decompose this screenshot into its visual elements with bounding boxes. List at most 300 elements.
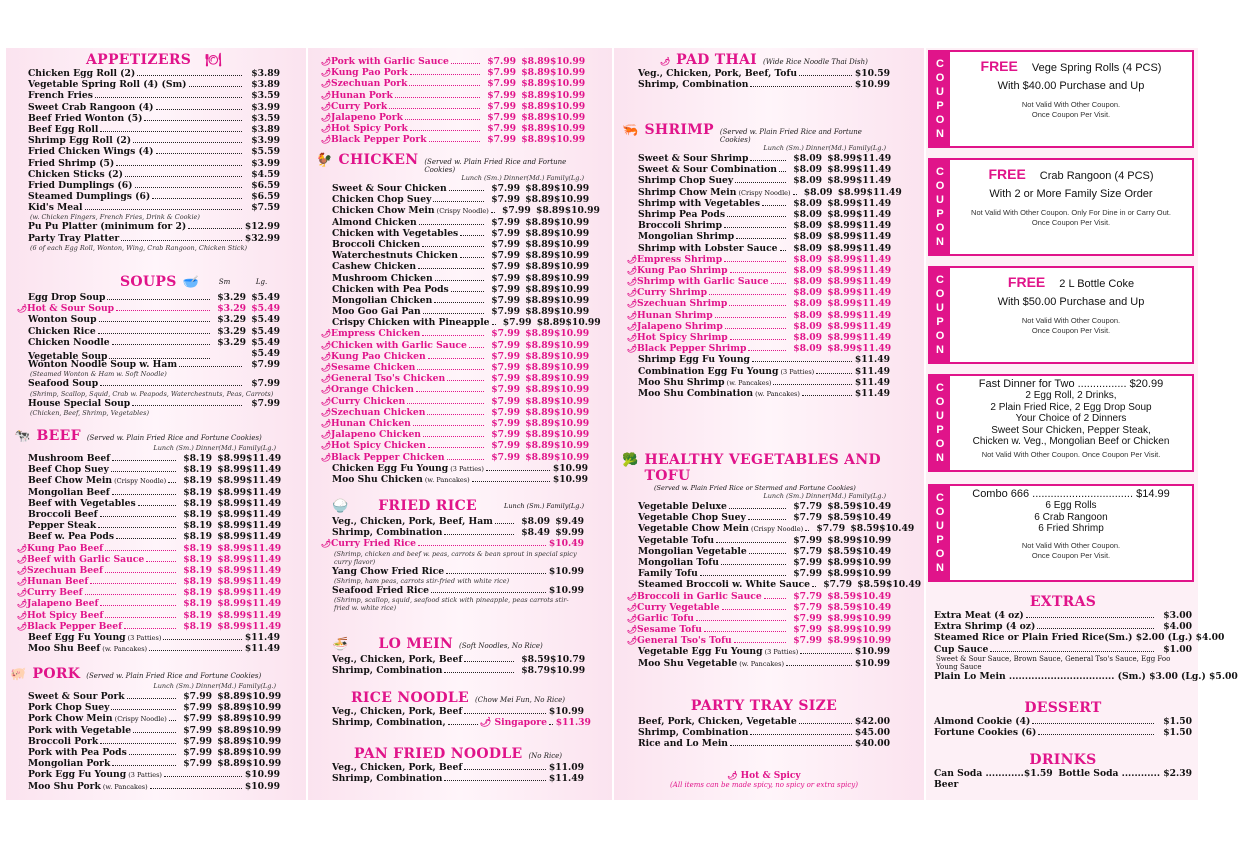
extras-title: EXTRAS [1029, 594, 1097, 610]
menu-item: Family Tofu $7.99 $8.99 $10.99 [638, 568, 892, 580]
chili-pepper-icon: 🌶 [321, 350, 332, 361]
menu-item: Chicken Chop Suey $7.99 $8.89 $10.99 [332, 194, 590, 206]
coupon-2-s1: Not Valid With Other Coupon. Only For Dine in or Carry Out. [971, 208, 1171, 217]
fried-rice-section [321, 496, 584, 612]
chili-pepper-icon: 🌶 [321, 395, 332, 406]
chili-pepper-icon: 🌶 [627, 624, 638, 635]
menu-item: Shrimp with Vegetables $8.09 $8.99 $11.49 [638, 197, 892, 209]
steamed-rice-row: Steamed Rice or Plain Fried Rice(Sm.) $2.00 (Lg.) $4.00 [934, 632, 1225, 644]
menu-item: 🌶 Kung Pao Beef $8.19 $8.99 $11.49 [17, 542, 282, 554]
chili-pepper-icon: 🌶 [627, 320, 638, 331]
dessert-title: DESSERT [1024, 700, 1102, 716]
appetizers-tail [28, 221, 280, 243]
healthy-sizes: Lunch (Sm.) Dinner(Md.) Family(Lg.) [763, 492, 886, 500]
menu-item: Sweet & Sour Shrimp $8.09 $8.99 $11.49 [638, 153, 892, 164]
menu-item: Yang Chow Fried Rice $10.99 [332, 565, 584, 577]
menu-item: Beef Egg Roll $3.89 [28, 123, 280, 135]
lo-mein-title: 🍜 LO MEIN (Soft Noodles, No Rice) [332, 636, 543, 652]
coupon-3[interactable] [928, 266, 1194, 364]
soda-row [934, 768, 1192, 779]
chili-pepper-icon: 🌶 [17, 609, 28, 620]
menu-item: 🌶 Broccoli in Garlic Sauce $7.79 $8.59 $10.49 [627, 590, 892, 602]
menu-item: Beef, Pork, Chicken, Vegetable $42.00 [638, 716, 890, 727]
menu-item: 🌶 Jalapeno Shrimp $8.09 $8.99 $11.49 [627, 320, 892, 332]
shrimp-icon: 🦐 [622, 123, 639, 138]
menu-item: Chicken Chow Mein (Crispy Noodle) $7.99 $8.89 $10.99 [332, 205, 600, 217]
coupon-3-s1: Not Valid With Other Coupon. [1021, 316, 1121, 325]
menu-item: Almond Cookie (4) $1.50 [934, 716, 1192, 727]
beef-sizes: Lunch (Sm.) Dinner(Md.) Family(Lg.) [153, 444, 276, 452]
coupon-1-line2: With $40.00 Purchase and Up [997, 80, 1145, 92]
menu-item: Mushroom Chicken $7.99 $8.89 $10.99 [332, 272, 590, 284]
chili-pepper-icon: 🌶 [17, 620, 28, 631]
menu-item: 🌶 Empress Chicken $7.99 $8.89 $10.99 [321, 328, 590, 340]
menu-item: Broccoli Beef $8.19 $8.99 $11.49 [28, 508, 282, 520]
coupon-3-s2: Once Coupon Per Visit. [1031, 326, 1111, 335]
menu-item: Mongolian Pork $7.99 $8.89 $10.99 [28, 758, 282, 770]
cup-sauce-note: Sweet & Sour Sauce, Brown Sauce, General Tso's Sauce, Egg Foo Young Sauce [936, 654, 1171, 671]
coupon-5-s2: Once Coupon Per Visit. [1031, 550, 1111, 560]
chili-pepper-icon: 🌶 [627, 343, 638, 354]
chicken-section [316, 152, 601, 485]
menu-item: Mongolian Tofu $7.99 $8.99 $10.99 [638, 556, 892, 568]
pan-fried-title: PAN FRIED NOODLE (No Rice) [353, 746, 563, 762]
appetizers-title: APPETIZERS 🍽 [85, 52, 222, 68]
menu-item: Rice and Lo Mein $40.00 [638, 738, 890, 750]
menu-item: Shrimp, Combination, 🌶 Singapore $11.39 [332, 717, 591, 729]
menu-item: Broccoli Pork $7.99 $8.89 $10.99 [28, 735, 282, 747]
healthy-tail [638, 646, 890, 668]
menu-item: Shrimp Egg Fu Young $11.49 [638, 354, 890, 366]
chili-pepper-icon: 🌶 [321, 440, 332, 451]
extras-section [934, 594, 1238, 682]
menu-item: Chicken with Vegetables $7.99 $8.89 $10.99 [332, 227, 590, 239]
menu-item: Extra Meat (4 oz) $3.00 [934, 610, 1192, 621]
menu-item: Pork Egg Fu Young (3 Patties) $10.99 [28, 769, 280, 781]
lo-mein-list [332, 654, 584, 676]
menu-item: Vegetable Chop Suey $7.79 $8.59 $10.49 [638, 512, 892, 524]
chili-pepper-icon: 🌶 [321, 429, 332, 440]
menu-item: Cashew Chicken $7.99 $8.89 $10.99 [332, 261, 590, 273]
chili-pepper-icon: 🌶 [17, 564, 28, 575]
menu-item: Sweet & Sour Combination $8.09 $8.99 $11.49 [638, 164, 892, 176]
soups-list [17, 292, 280, 363]
chili-pepper-icon: 🌶 [321, 100, 332, 111]
menu-item: Vegetable Egg Fu Young (3 Patties) $10.99 [638, 646, 890, 658]
menu-item: Fried Shrimp (5) $3.99 [28, 157, 280, 169]
chicken-sizes: Lunch (Sm.) Dinner(Md.) Family(Lg.) [461, 174, 584, 182]
menu-item: 🌶 Black Pepper Shrimp $8.09 $8.99 $11.49 [627, 343, 892, 355]
healthy-note: (Served w. Plain Fried Rice or Stermed and Fortune Cookies) [654, 484, 856, 492]
coupon-1-line1: Vege Spring Rolls (4 PCS) [1031, 62, 1162, 74]
menu-item: Beef w. Pea Pods $8.19 $8.99 $11.49 [28, 531, 282, 543]
extras-list [934, 610, 1192, 632]
coupon-2-line1: Crab Rangoon (4 PCS) [1039, 170, 1154, 182]
soups-lg-label: Lg. [255, 278, 268, 286]
shrimp-list [627, 153, 902, 355]
chili-pepper-icon: 🌶 [17, 587, 28, 598]
pork-spicy-list [321, 56, 586, 146]
soups-sm-label: Sm [218, 278, 231, 286]
kids-note: (w. Chicken Fingers, French Fries, Drink & Cookie) [30, 213, 200, 222]
beef-tail [28, 632, 280, 654]
menu-item: 🌶 Curry Chicken $7.99 $8.89 $10.99 [321, 395, 590, 407]
coupon-5-l1: 6 Egg Rolls [1045, 500, 1097, 511]
menu-item: Mushroom Beef $8.19 $8.99 $11.49 [28, 453, 282, 464]
pork-tail [28, 769, 280, 791]
coupon-4[interactable] [928, 374, 1194, 472]
chili-pepper-icon: 🌶 [321, 328, 332, 339]
hot-legend [638, 770, 890, 789]
chili-pepper-icon: 🌶 [321, 134, 332, 145]
menu-item: 🌶 Curry Beef $8.19 $8.99 $11.49 [17, 587, 282, 599]
chili-pepper-icon: 🌶 [660, 56, 671, 66]
coupon-4-l2: 2 Plain Fried Rice, 2 Egg Drop Soup [990, 401, 1152, 413]
noodle-icon: 🍜 [332, 637, 349, 652]
menu-item: 🌶 Curry Fried Rice $10.49 [321, 538, 584, 550]
menu-item: 🌶 Hunan Chicken $7.99 $8.89 $10.99 [321, 417, 590, 429]
coupon-4-l4: Sweet Sour Chicken, Pepper Steak, [991, 424, 1151, 436]
menu-item: Shrimp, Combination $10.99 [638, 79, 890, 91]
menu-item: Vegetable Tofu $7.99 $8.99 $10.99 [638, 534, 892, 546]
menu-item: 🌶 Kung Pao Chicken $7.99 $8.89 $10.99 [321, 350, 590, 362]
menu-item: Vegetable Chow Mein (Crispy Noodle) $7.79 $8.59 $10.49 [638, 523, 915, 535]
menu-item: 🌶 Jalapeno Beef $8.19 $8.99 $11.49 [17, 598, 282, 610]
menu-item: Seafood Fried Rice $10.99 [332, 584, 584, 596]
coupon-4-l5: Chicken w. Veg., Mongolian Beef or Chicken [972, 436, 1170, 447]
menu-item: Moo Shu Combination (w. Pancakes) $11.49 [638, 387, 890, 399]
menu-item: Broccoli Shrimp $8.09 $8.99 $11.49 [638, 220, 892, 232]
menu-item: Moo Shu Chicken (w. Pancakes) $10.99 [332, 473, 588, 485]
coupon-2-free: FREE [988, 166, 1026, 182]
menu-item: Veg., Chicken, Pork, Beef, Tofu $10.59 [638, 68, 890, 79]
menu-item: 🌶 Black Pepper Chicken $7.99 $8.89 $10.99 [321, 451, 590, 463]
menu-item: Veg., Chicken, Pork, Beef $10.99 [332, 706, 584, 717]
coupon-5-l3: 6 Fried Shrimp [1038, 523, 1104, 534]
coupon-4-l3: Your Choice of 2 Dinners [1015, 413, 1127, 424]
menu-item: 🌶 Curry Shrimp $8.09 $8.99 $11.49 [627, 287, 892, 299]
pork-title: 🐖 PORK (Served w. Plain Fried Rice and Fortune Cookies) [10, 666, 262, 682]
menu-item: 🌶 Shrimp with Garlic Sauce $8.09 $8.99 $11.49 [627, 276, 892, 288]
menu-item: Cup Sauce $1.00 [934, 643, 1192, 655]
panel-3 [614, 48, 924, 800]
pad-thai-section [638, 52, 890, 90]
chili-pepper-icon: 🌶 [321, 67, 332, 78]
menu-item: Shrimp with Lobster Sauce $8.09 $8.99 $11.49 [638, 242, 892, 254]
menu-item: Sweet & Sour Pork $7.99 $8.89 $10.99 [28, 691, 282, 702]
menu-item: Veg., Chicken, Pork, Beef $8.59 $10.79 [332, 654, 586, 665]
menu-item: Mongolian Beef $8.19 $8.99 $11.49 [28, 486, 282, 498]
coupon-1-free: FREE [980, 58, 1018, 74]
coupon-2[interactable] [928, 158, 1194, 256]
menu-item: Shrimp, Combination $45.00 [638, 727, 890, 739]
menu-item: 🌶 Kung Pao Pork $7.99 $8.89 $10.99 [321, 67, 586, 79]
drinks-section [934, 752, 1192, 790]
menu-item: Moo Shu Vegetable (w. Pancakes) $10.99 [638, 657, 890, 669]
menu-item: Pork with Vegetable $7.99 $8.89 $10.99 [28, 724, 282, 736]
menu-item: 🌶 Orange Chicken $7.99 $8.89 $10.99 [321, 384, 590, 396]
chili-pepper-icon: 🌶 [627, 590, 638, 601]
menu-item: Shrimp, Combination $11.49 [332, 773, 584, 785]
coupon-2-s2: Once Coupon Per Visit. [1031, 218, 1111, 227]
menu-item: Shrimp Chop Suey $8.09 $8.99 $11.49 [638, 175, 892, 187]
soups-title: SOUPS 🥣 [120, 274, 200, 290]
drinks-title: DRINKS [1029, 752, 1097, 768]
coupon-1-s2: Once Coupon Per Visit. [1031, 110, 1111, 119]
pork-list [28, 691, 280, 769]
plain-lo-mein-row: Plain Lo Mein ................................. (Sm.) $3.00 (Lg.) $5.00 [934, 670, 1238, 682]
menu-item: Chicken Sticks (2) $4.59 [28, 168, 280, 180]
chili-pepper-icon: 🌶 [321, 406, 332, 417]
coupon-3-line2: With $50.00 Purchase and Up [997, 296, 1145, 308]
menu-item: Steamed Broccoli w. White Sauce $7.79 $8.59 $10.49 [638, 579, 922, 591]
menu-item: Wonton Soup $3.29 $5.49 [28, 314, 280, 326]
chili-pepper-icon: 🌶 [321, 362, 332, 372]
rice-noodle-title: RICE NOODLE (Chow Mei Fun, No Rice) [350, 690, 565, 706]
menu-item: 🌶 Hot Spicy Beef $8.19 $8.99 $11.49 [17, 609, 282, 621]
coupon-tag: C O U P O N [930, 268, 950, 362]
chili-pepper-icon: 🌶 [627, 612, 638, 623]
chili-pepper-icon: 🌶 [627, 253, 638, 264]
menu-item: Pork Chow Mein (Crispy Noodle) $7.99 $8.89 $10.99 [28, 713, 282, 725]
menu-item: Fried Chicken Wings (4) $5.59 [28, 146, 280, 158]
party-tray-title: PARTY TRAY SIZE [690, 698, 838, 714]
coupon-3-free: FREE [1007, 274, 1046, 290]
fried-rice-title: FRIED RICE [378, 498, 477, 514]
menu-item: Combination Egg Fu Young (3 Patties) $11.49 [638, 365, 890, 377]
menu-page [6, 48, 1238, 800]
healthy-title: 🥦 HEALTHY VEGETABLES AND TOFU [622, 452, 881, 484]
menu-item: House Special Soup $7.99 [28, 397, 280, 409]
coupon-4-s1: Not Valid With Other Coupon. Once Coupon Per Visit. [981, 449, 1161, 459]
coupon-1[interactable] [928, 50, 1194, 148]
coupon-tag: C O U P O N [930, 486, 950, 580]
chili-pepper-icon: 🌶 [321, 339, 332, 350]
chili-pepper-icon: 🌶 [321, 538, 332, 549]
dessert-section [934, 700, 1192, 738]
menu-item: Party Tray Platter $32.99 [28, 232, 280, 244]
menu-item: Chicken with Pea Pods $7.99 $8.89 $10.99 [332, 283, 590, 295]
pork-section [10, 666, 280, 792]
coupon-tag: C O U P O N [930, 160, 950, 254]
fried-rice-sizes: Lunch (Sm.) Family(Lg.) [504, 502, 584, 510]
menu-item: French Fries $3.59 [28, 90, 280, 102]
beef-list [17, 453, 282, 632]
menu-item: Vegetable Soup $5.49 [28, 347, 280, 363]
appetizer-plate-icon: 🍽 [205, 53, 222, 68]
menu-item: Moo Shu Shrimp (w. Pancakes) $11.49 [638, 376, 890, 388]
chili-pepper-icon: 🌶 [727, 770, 738, 780]
menu-item: 🌶 Szechuan Shrimp $8.09 $8.99 $11.49 [627, 298, 892, 310]
chili-pepper-icon: 🌶 [17, 303, 28, 314]
menu-item: 🌶 Curry Pork $7.99 $8.89 $10.99 [321, 100, 586, 112]
pig-icon: 🐖 [10, 667, 27, 682]
coupon-5-title: Combo 666 ................................. $14.99 [972, 488, 1170, 500]
party-tray-section [638, 698, 890, 750]
menu-item: 🌶 Hunan Pork $7.99 $8.89 $10.99 [321, 89, 586, 101]
panel-2 [308, 48, 612, 800]
menu-item: Broccoli Chicken $7.99 $8.89 $10.99 [332, 238, 590, 250]
chili-pepper-icon: 🌶 [321, 56, 332, 66]
menu-item: Shrimp, Combination $8.79 $10.99 [332, 665, 586, 677]
coupon-tag: C O U P O N [930, 376, 950, 470]
menu-item: 🌶 Hot Spicy Shrimp $8.09 $8.99 $11.49 [627, 332, 892, 343]
bottle-soda: Bottle Soda ............ $2.39 [1058, 768, 1192, 779]
menu-item: Beef with Vegetables $8.19 $8.99 $11.49 [28, 497, 282, 509]
chili-pepper-icon: 🌶 [321, 111, 332, 122]
chili-pepper-icon: 🌶 [627, 287, 638, 298]
chili-pepper-icon: 🌶 [321, 384, 332, 395]
menu-item: Steamed Dumplings (6) $6.59 [28, 191, 280, 203]
menu-item: 🌶 Jalapeno Pork $7.99 $8.89 $10.99 [321, 111, 586, 123]
chicken-tail [332, 463, 588, 485]
fried-rice-list: Veg., Chicken, Pork, Beef, Ham $8.09 $9.49 Shrimp, Combination $8.49 $9.99 🌶 Curry Fried Rice $10.49 (Shrimp, chicken and beef w. peas, carrots & bean sprout in special spicy curry flavor) Yang Chow Fried Rice $10.99 (Shrimp, ham peas, carrots stir-fried with white rice) Seafood Fried Rice $10.99 (Shrimp, scallop, squid, seafood stick with pineapple, peas carrots stir-fried w. white rice) [321, 516, 584, 612]
party-tray-list [638, 716, 890, 750]
coupon-4-title: Fast Dinner for Two ................ $20.99 [978, 378, 1164, 390]
menu-item: 🌶 Hot Spicy Pork $7.99 $8.89 $10.99 [321, 123, 586, 135]
menu-item: Pu Pu Platter (minimum for 2) $12.99 [28, 221, 280, 233]
shrimp-sizes: Lunch (Sm.) Dinner(Md.) Family(Lg.) [763, 144, 886, 152]
hot-legend-note: (All items can be made spicy, no spicy or extra spicy) [670, 781, 858, 789]
menu-item: Fried Dumplings (6) $6.59 [28, 179, 280, 191]
soups-section [17, 272, 280, 417]
appetizers-list [28, 68, 280, 213]
rooster-icon: 🐓 [316, 153, 333, 168]
rice-noodle-section [332, 690, 591, 729]
cow-icon: 🐄 [14, 429, 31, 444]
pan-fried-section [332, 746, 584, 784]
coupon-4-l1: 2 Egg Roll, 2 Drinks, [1025, 390, 1117, 401]
menu-item: Mongolian Shrimp $8.09 $8.99 $11.49 [638, 231, 892, 243]
menu-item: Moo Shu Pork (w. Pancakes) $10.99 [28, 780, 280, 792]
healthy-list [627, 501, 922, 647]
menu-item: Almond Chicken $7.99 $8.89 $10.99 [332, 216, 590, 228]
chicken-title: 🐓 CHICKEN (Served w. Plain Fried Rice and Fortune Cookies) [316, 152, 567, 174]
menu-item: Chicken Noodle $3.29 $5.49 [28, 336, 280, 348]
menu-item: Shrimp, Combination $8.49 $9.99 [332, 527, 584, 539]
menu-item: 🌶 Black Pepper Pork $7.99 $8.89 $10.99 [321, 134, 586, 146]
coupon-2-line2: With 2 or More Family Size Order [989, 188, 1153, 200]
menu-item: 🌶 Sesame Tofu $7.99 $8.99 $10.99 [627, 624, 892, 636]
singapore-label: 🌶 Singapore [479, 717, 547, 729]
menu-item: 🌶 Beef with Garlic Sauce $8.19 $8.99 $11.49 [17, 553, 282, 565]
menu-item: Sweet & Sour Chicken $7.99 $8.89 $10.99 [332, 183, 590, 194]
menu-item: 🌶 Sesame Chicken $7.99 $8.89 $10.99 [321, 362, 590, 373]
menu-item: Seafood Soup $7.99 [28, 378, 280, 390]
menu-item: Vegetable Deluxe $7.79 $8.59 $10.49 [638, 501, 892, 512]
menu-item: Beef Fried Wonton (5) $3.59 [28, 112, 280, 124]
can-soda: Can Soda ............$1.59 [934, 768, 1053, 779]
menu-item: 🌶 Black Pepper Beef $8.19 $8.99 $11.49 [17, 620, 282, 632]
menu-item: 🌶 Chicken with Garlic Sauce $7.99 $8.89 $10.99 [321, 339, 590, 351]
menu-item: Beef Chop Suey $8.19 $8.99 $11.49 [28, 464, 282, 476]
menu-item: 🌶 Szechuan Chicken $7.99 $8.89 $10.99 [321, 406, 590, 418]
menu-item: Moo Goo Gai Pan $7.99 $8.89 $10.99 [332, 306, 590, 318]
coupon-3-line1: 2 L Bottle Coke [1059, 278, 1135, 290]
menu-item: 🌶 Empress Shrimp $8.09 $8.99 $11.49 [627, 253, 892, 265]
menu-item: Sweet Crab Rangoon (4) $3.99 [28, 101, 280, 113]
chili-pepper-icon: 🌶 [321, 78, 332, 89]
shrimp-title: 🦐 SHRIMP (Served w. Plain Fried Rice and Fortune Cookies) [622, 122, 862, 144]
menu-item: 🌶 Garlic Tofu $7.99 $8.99 $10.99 [627, 612, 892, 624]
chili-pepper-icon: 🌶 [627, 635, 638, 646]
chili-pepper-icon: 🌶 [321, 417, 332, 428]
coupon-5-s1: Not Valid With Other Coupon. [1021, 540, 1121, 550]
menu-item: 🌶 Jalapeno Chicken $7.99 $8.89 $10.99 [321, 429, 590, 441]
panel-4 [926, 48, 1238, 800]
menu-item: Fortune Cookies (6) $1.50 [934, 727, 1192, 739]
chili-pepper-icon: 🌶 [627, 264, 638, 275]
menu-item: Pork Chop Suey $7.99 $8.89 $10.99 [28, 702, 282, 714]
beef-title: 🐄 BEEF (Served w. Plain Fried Rice and Fortune Cookies) [14, 428, 262, 444]
chili-pepper-icon: 🌶 [627, 309, 638, 320]
menu-item: Moo Shu Beef (w. Pancakes) $11.49 [28, 643, 280, 655]
menu-item: 🌶 Hot & Sour Soup $3.29 $5.49 [17, 303, 280, 315]
menu-item: Shrimp Chow Mein (Crispy Noodle) $8.09 $8.99 $11.49 [638, 186, 902, 198]
menu-item: Wonton Noodle Soup w. Ham $7.99 [28, 359, 280, 371]
menu-item: 🌶 Curry Vegetable $7.79 $8.59 $10.49 [627, 601, 892, 613]
menu-item: 🌶 General Tso's Tofu $7.99 $8.99 $10.99 [627, 635, 892, 647]
healthy-section [622, 452, 922, 669]
pad-thai-title: 🌶 PAD THAI (Wide Rice Noodle Thai Dish) [660, 52, 868, 68]
chili-pepper-icon: 🌶 [627, 332, 638, 342]
rice-noodle-list [332, 706, 591, 729]
menu-item: Shrimp Egg Roll (2) $3.99 [28, 135, 280, 147]
pad-thai-list [638, 68, 890, 90]
menu-item: Vegetable Spring Roll (4) (Sm) $3.89 [28, 79, 280, 91]
menu-item: 🌶 Hunan Beef $8.19 $8.99 $11.49 [17, 576, 282, 588]
menu-item: Mongolian Vegetable $7.79 $8.59 $10.49 [638, 545, 892, 557]
panel-1 [6, 48, 306, 800]
menu-item: 🌶 Szechuan Beef $8.19 $8.99 $11.49 [17, 564, 282, 576]
beer-row: Beer [934, 779, 959, 791]
chili-pepper-icon: 🌶 [321, 451, 332, 462]
menu-item: Kid's Meal $7.59 [28, 202, 280, 214]
menu-item: 🌶 General Tso's Chicken $7.99 $8.89 $10.99 [321, 373, 590, 385]
chili-pepper-icon: 🌶 [321, 373, 332, 384]
menu-item: Shrimp Pea Pods $8.09 $8.99 $11.49 [638, 208, 892, 220]
menu-item: 🌶 Hot Spicy Chicken $7.99 $8.89 $10.99 [321, 440, 590, 452]
menu-item: 🌶 Pork with Garlic Sauce $7.99 $8.89 $10.99 [321, 56, 586, 67]
menu-item: 🌶 Hunan Shrimp $8.09 $8.99 $11.49 [627, 309, 892, 321]
soups-tail: Wonton Noodle Soup w. Ham $7.99 (Steamed Wonton & Ham w. Soft Noodle) Seafood Soup $7.99 (Shrimp, Scallop, Squid, Crab w. Peapods, Waterchestnuts, Peas, Carrots) House Special Soup $7.99 (Chicken, Beef, Shrimp, Vegetables) [28, 359, 280, 417]
menu-item: Mongolian Chicken $7.99 $8.89 $10.99 [332, 294, 590, 306]
menu-item: Chicken Rice $3.29 $5.49 [28, 325, 280, 337]
chili-pepper-icon: 🌶 [17, 598, 28, 609]
coupon-tag: C O U P O N [930, 52, 950, 146]
chili-pepper-icon: 🌶 [321, 89, 332, 100]
dessert-list [934, 716, 1192, 738]
appetizers-section [28, 52, 280, 252]
menu-item: Egg Drop Soup $3.29 $5.49 [28, 292, 280, 303]
chili-pepper-icon: 🌶 [321, 123, 332, 134]
hot-legend-title: 🌶 Hot & Spicy [727, 770, 801, 781]
chili-pepper-icon: 🌶 [17, 553, 28, 564]
menu-item: Pork with Pea Pods $7.99 $8.89 $10.99 [28, 746, 282, 758]
vegetable-icon: 🥦 [622, 453, 639, 468]
lo-mein-section [332, 636, 584, 676]
chili-pepper-icon: 🌶 [627, 276, 638, 287]
menu-item: Beef Egg Fu Young (3 Patties) $11.49 [28, 632, 280, 643]
menu-item: Veg., Chicken, Pork, Beef $11.09 [332, 762, 584, 773]
menu-item: Chicken Egg Roll (2) $3.89 [28, 68, 280, 79]
menu-item: Pepper Steak $8.19 $8.99 $11.49 [28, 520, 282, 532]
menu-item: Chicken Egg Fu Young (3 Patties) $10.99 [332, 462, 588, 474]
menu-item: Extra Shrimp (4 oz) $4.00 [934, 621, 1192, 633]
coupon-5[interactable] [928, 484, 1194, 582]
pan-fried-list [332, 762, 584, 784]
menu-item: 🌶 Szechuan Pork $7.99 $8.89 $10.99 [321, 78, 586, 90]
